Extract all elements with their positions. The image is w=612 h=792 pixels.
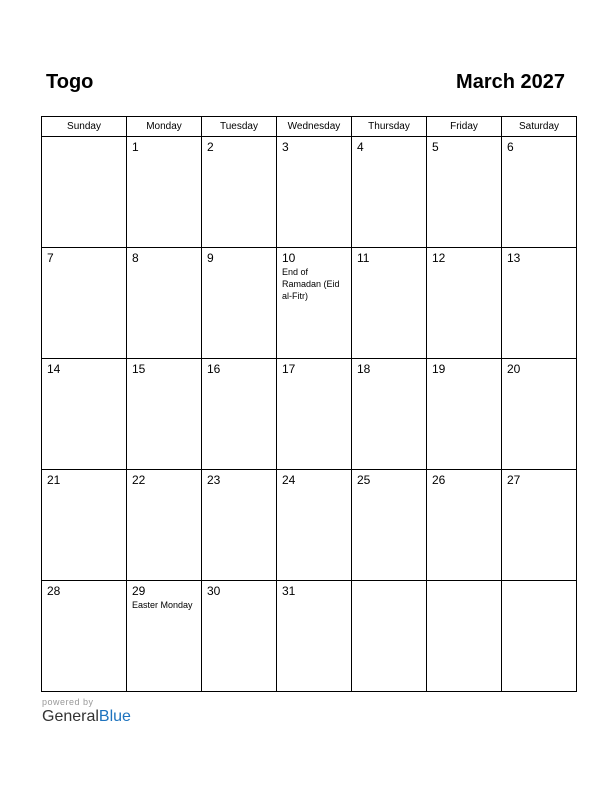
holiday-label: End of Ramadan (Eid al-Fitr) — [282, 267, 340, 301]
day-number: 14 — [47, 362, 61, 376]
day-number: 21 — [47, 473, 61, 487]
day-cell-content — [202, 470, 276, 487]
day-cell-content — [42, 581, 126, 598]
day-cell-content — [42, 470, 126, 487]
day-cell-content — [202, 137, 276, 154]
day-cell-content — [277, 248, 351, 302]
day-number: 15 — [132, 362, 146, 376]
day-cell — [202, 359, 277, 470]
day-number: 7 — [47, 251, 54, 265]
day-number: 16 — [207, 362, 221, 376]
day-cell-content — [127, 359, 201, 376]
day-cell-content — [352, 359, 426, 376]
day-cell-content — [277, 581, 351, 598]
day-number: 17 — [282, 362, 296, 376]
day-number: 11 — [357, 251, 370, 265]
day-cell — [127, 581, 202, 692]
day-number: 19 — [432, 362, 446, 376]
brand-text-general: General — [42, 708, 99, 725]
day-cell — [502, 581, 577, 692]
day-cell-content — [427, 359, 501, 376]
day-number: 23 — [207, 473, 221, 487]
day-cell — [202, 137, 277, 248]
day-cell-content — [42, 137, 126, 140]
day-cell-content — [352, 248, 426, 265]
day-number: 13 — [507, 251, 521, 265]
day-cell — [502, 248, 577, 359]
weekday-header: Saturday — [502, 117, 577, 137]
month-year-title: March 2027 — [456, 71, 565, 93]
day-cell-content — [502, 137, 576, 154]
day-cell-content — [202, 248, 276, 265]
day-number: 18 — [357, 362, 371, 376]
day-cell — [202, 470, 277, 581]
weekday-header: Monday — [127, 117, 202, 137]
day-cell-content — [352, 581, 426, 584]
day-cell — [427, 248, 502, 359]
day-cell — [502, 470, 577, 581]
day-cell — [42, 581, 127, 692]
day-number: 24 — [282, 473, 296, 487]
day-cell — [502, 359, 577, 470]
day-cell-content — [277, 359, 351, 376]
day-cell — [42, 359, 127, 470]
day-cell-content — [127, 137, 201, 154]
holiday-label: Easter Monday — [132, 600, 193, 610]
day-number: 6 — [507, 140, 514, 154]
day-cell — [352, 581, 427, 692]
day-cell-content — [427, 470, 501, 487]
day-cell — [502, 137, 577, 248]
day-cell — [352, 470, 427, 581]
day-cell-content — [42, 248, 126, 265]
day-number: 22 — [132, 473, 146, 487]
generalblue-logo — [42, 707, 131, 727]
day-cell — [427, 359, 502, 470]
day-cell — [277, 248, 352, 359]
day-cell-content — [502, 470, 576, 487]
day-cell — [202, 581, 277, 692]
week-row — [42, 470, 577, 581]
day-cell — [127, 359, 202, 470]
day-cell-content — [202, 581, 276, 598]
day-number: 12 — [432, 251, 446, 265]
weekday-header: Wednesday — [277, 117, 352, 137]
day-cell — [277, 359, 352, 470]
day-cell — [277, 470, 352, 581]
day-cell-content — [352, 137, 426, 154]
day-cell — [427, 581, 502, 692]
day-number: 1 — [132, 140, 139, 154]
day-number: 8 — [132, 251, 139, 265]
day-number: 3 — [282, 140, 289, 154]
weekday-header: Friday — [427, 117, 502, 137]
day-cell — [352, 137, 427, 248]
day-number: 5 — [432, 140, 439, 154]
day-cell — [127, 248, 202, 359]
day-cell — [352, 359, 427, 470]
day-cell-content — [352, 470, 426, 487]
weekday-header-row — [42, 117, 577, 137]
day-cell — [352, 248, 427, 359]
day-number: 26 — [432, 473, 446, 487]
day-number: 27 — [507, 473, 521, 487]
day-cell — [42, 137, 127, 248]
day-cell-content — [277, 470, 351, 487]
day-cell — [427, 470, 502, 581]
day-cell-content — [202, 359, 276, 376]
day-cell — [277, 581, 352, 692]
day-cell-content — [42, 359, 126, 376]
day-cell-content — [502, 359, 576, 376]
day-cell — [42, 470, 127, 581]
day-cell — [127, 470, 202, 581]
day-cell-content — [127, 248, 201, 265]
powered-by-text: powered by — [42, 697, 94, 707]
day-cell — [277, 137, 352, 248]
day-cell-content — [502, 248, 576, 265]
day-number: 25 — [357, 473, 371, 487]
day-cell — [202, 248, 277, 359]
weekday-header: Thursday — [352, 117, 427, 137]
day-number: 31 — [282, 584, 296, 598]
day-number: 20 — [507, 362, 521, 376]
day-number: 10 — [282, 251, 296, 265]
day-cell-content — [277, 137, 351, 154]
day-number: 29 — [132, 584, 146, 598]
day-number: 28 — [47, 584, 61, 598]
day-cell — [427, 137, 502, 248]
brand-text-blue: Blue — [98, 708, 131, 725]
day-number: 2 — [207, 140, 214, 154]
week-row — [42, 359, 577, 470]
country-title: Togo — [46, 71, 94, 93]
day-number: 9 — [207, 251, 214, 265]
calendar-grid — [41, 116, 577, 692]
day-cell — [127, 137, 202, 248]
day-cell-content — [427, 137, 501, 154]
day-cell-content — [127, 470, 201, 487]
day-number: 30 — [207, 584, 221, 598]
week-row — [42, 248, 577, 359]
day-number: 4 — [357, 140, 364, 154]
day-cell-content — [427, 581, 501, 584]
weekday-header: Sunday — [42, 117, 127, 137]
footer-branding — [42, 697, 131, 727]
day-cell-content — [502, 581, 576, 584]
weekday-header: Tuesday — [202, 117, 277, 137]
day-cell-content — [427, 248, 501, 265]
day-cell-content — [127, 581, 201, 611]
week-row — [42, 581, 577, 692]
week-row — [42, 137, 577, 248]
day-cell — [42, 248, 127, 359]
